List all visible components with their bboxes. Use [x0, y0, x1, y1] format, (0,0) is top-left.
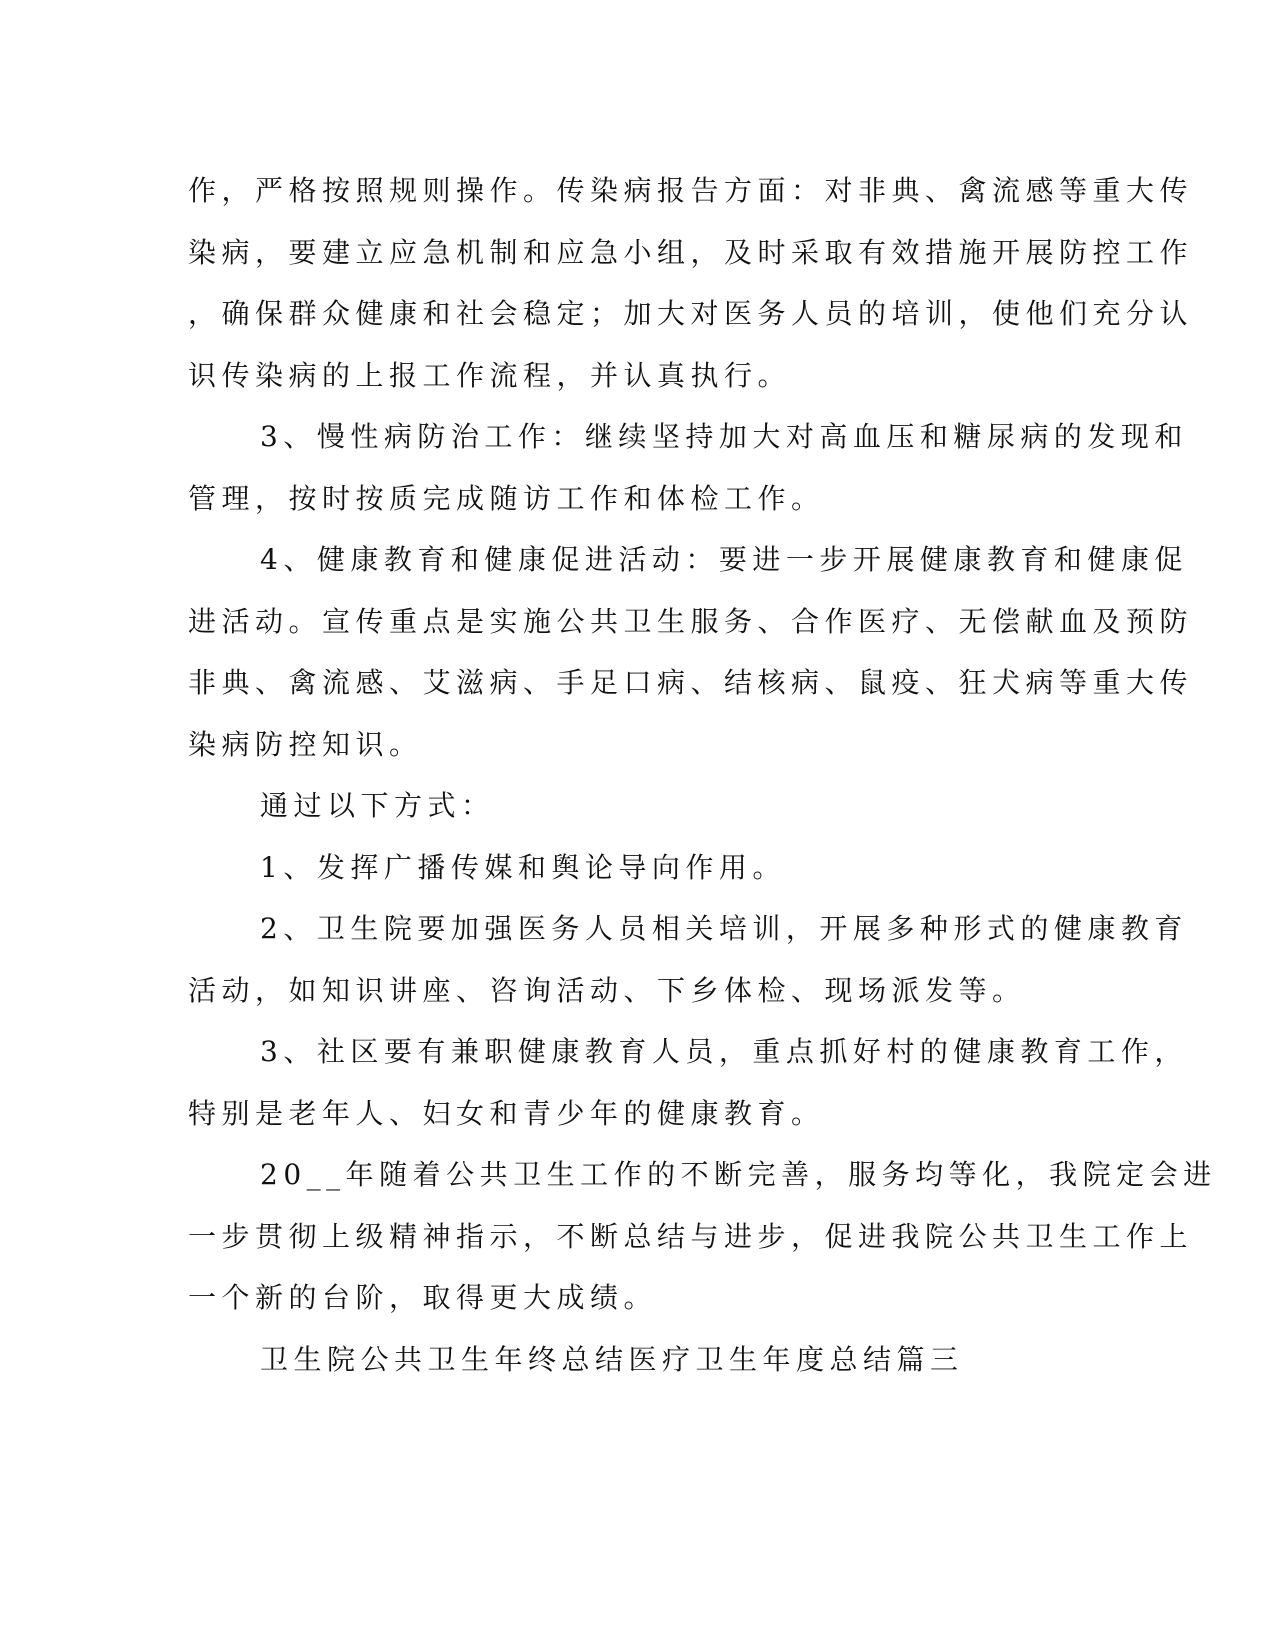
text-line: 1、发挥广播传媒和舆论导向作用。	[260, 850, 786, 884]
text-line: 20__年随着公共卫生工作的不断完善，服务均等化，我院定会进	[260, 1158, 1217, 1191]
text-line: 染病防控知识。	[188, 727, 423, 761]
text-line: 作，严格按照规则操作。传染病报告方面：对非典、禽流感等重大传	[188, 174, 1194, 207]
text-line: 一个新的台阶，取得更大成绩。	[188, 1281, 658, 1314]
section-heading: 卫生院公共卫生年终总结医疗卫生年度总结篇三	[260, 1342, 964, 1376]
text-line: 进活动。宣传重点是实施公共卫生服务、合作医疗、无偿献血及预防	[188, 604, 1194, 638]
text-line: 非典、禽流感、艾滋病、手足口病、结核病、鼠疫、狂犬病等重大传	[188, 666, 1194, 699]
document-body	[188, 160, 1217, 1390]
text-line: 特别是老年人、妇女和青少年的健康教育。	[188, 1096, 825, 1130]
text-line: 一步贯彻上级精神指示，不断总结与进步，促进我院公共卫生工作上	[188, 1219, 1194, 1253]
text-line: 3、慢性病防治工作：继续坚持加大对高血压和糖尿病的发现和	[260, 420, 1188, 453]
text-line: 4、健康教育和健康促进活动：要进一步开展健康教育和健康促	[260, 543, 1188, 576]
text-line: 3、社区要有兼职健康教育人员，重点抓好村的健康教育工作，	[260, 1035, 1188, 1068]
text-line: 通过以下方式：	[260, 789, 495, 822]
text-line: ，确保群众健康和社会稳定；加大对医务人员的培训，使他们充分认	[188, 297, 1194, 330]
text-line: 活动，如知识讲座、咨询活动、下乡体检、现场派发等。	[188, 973, 1026, 1007]
text-line: 识传染病的上报工作流程，并认真执行。	[188, 358, 792, 392]
text-line: 管理，按时按质完成随访工作和体检工作。	[188, 481, 825, 515]
text-line: 2、卫生院要加强医务人员相关培训，开展多种形式的健康教育	[260, 912, 1188, 945]
text-line: 染病，要建立应急机制和应急小组，及时采取有效措施开展防控工作	[188, 235, 1194, 269]
